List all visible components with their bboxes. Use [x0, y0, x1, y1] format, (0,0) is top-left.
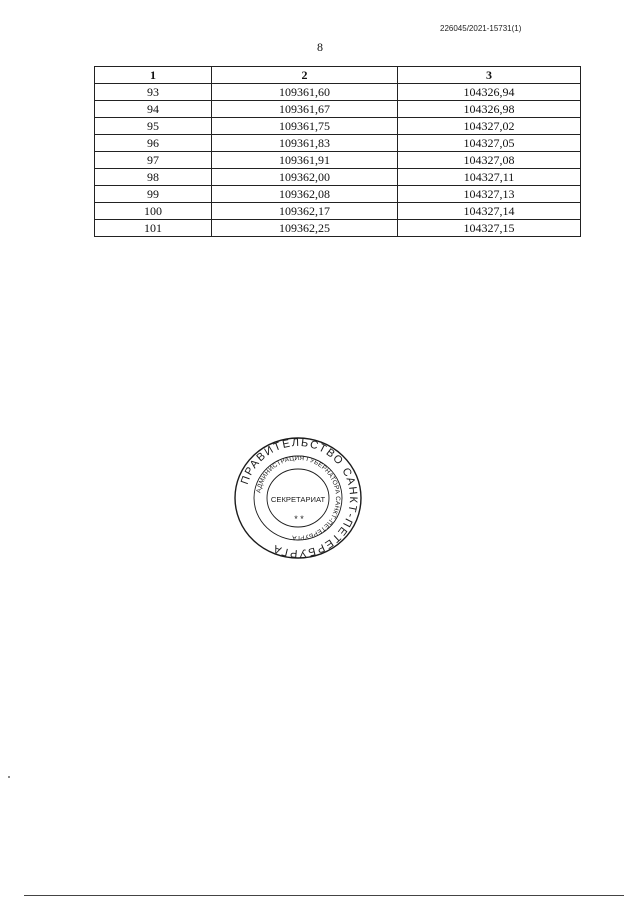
- coordinate-y: 104327,08: [398, 152, 581, 169]
- table-row: [95, 135, 581, 152]
- coordinate-x: 109362,00: [212, 169, 398, 186]
- table-row: [95, 203, 581, 220]
- point-number: 95: [95, 118, 212, 135]
- coordinate-y: 104327,05: [398, 135, 581, 152]
- coordinate-y: 104327,02: [398, 118, 581, 135]
- point-number: 101: [95, 220, 212, 237]
- table-header-row: [95, 67, 581, 84]
- seal-outer-text: ПРАВИТЕЛЬСТВО САНКТ-ПЕТЕРБУРГА: [238, 436, 360, 560]
- table-row: [95, 84, 581, 101]
- coordinate-x: 109361,67: [212, 101, 398, 118]
- point-number: 98: [95, 169, 212, 186]
- table-row: [95, 118, 581, 135]
- coordinate-y: 104327,14: [398, 203, 581, 220]
- table-row: [95, 169, 581, 186]
- column-header-3: 3: [398, 67, 581, 84]
- table-row: [95, 101, 581, 118]
- coordinate-x: 109361,83: [212, 135, 398, 152]
- coordinates-table: [94, 66, 581, 237]
- document-id: 226045/2021-15731(1): [440, 24, 522, 33]
- coordinate-y: 104327,13: [398, 186, 581, 203]
- coordinate-x: 109362,08: [212, 186, 398, 203]
- official-seal-stamp: [232, 436, 364, 560]
- table-row: [95, 220, 581, 237]
- point-number: 100: [95, 203, 212, 220]
- table-row: [95, 152, 581, 169]
- point-number: 94: [95, 101, 212, 118]
- scan-speck: [8, 776, 10, 778]
- point-number: 96: [95, 135, 212, 152]
- coordinate-x: 109362,17: [212, 203, 398, 220]
- seal-inner-text: АДМИНИСТРАЦИЯ ГУБЕРНАТОРА САНКТ-ПЕТЕРБУРГА: [255, 454, 342, 542]
- coordinate-x: 109361,60: [212, 84, 398, 101]
- coordinate-y: 104327,15: [398, 220, 581, 237]
- table-row: [95, 186, 581, 203]
- point-number: 99: [95, 186, 212, 203]
- bottom-edge-line: [24, 895, 624, 896]
- coordinate-y: 104326,94: [398, 84, 581, 101]
- coordinate-x: 109361,75: [212, 118, 398, 135]
- coordinate-x: 109361,91: [212, 152, 398, 169]
- seal-center-text: СЕКРЕТАРИАТ: [270, 495, 326, 504]
- column-header-1: 1: [95, 67, 212, 84]
- seal-stars: * *: [294, 514, 304, 524]
- column-header-2: 2: [212, 67, 398, 84]
- coordinate-y: 104326,98: [398, 101, 581, 118]
- page-number: 8: [317, 40, 323, 54]
- point-number: 97: [95, 152, 212, 169]
- coordinate-x: 109362,25: [212, 220, 398, 237]
- point-number: 93: [95, 84, 212, 101]
- coordinate-y: 104327,11: [398, 169, 581, 186]
